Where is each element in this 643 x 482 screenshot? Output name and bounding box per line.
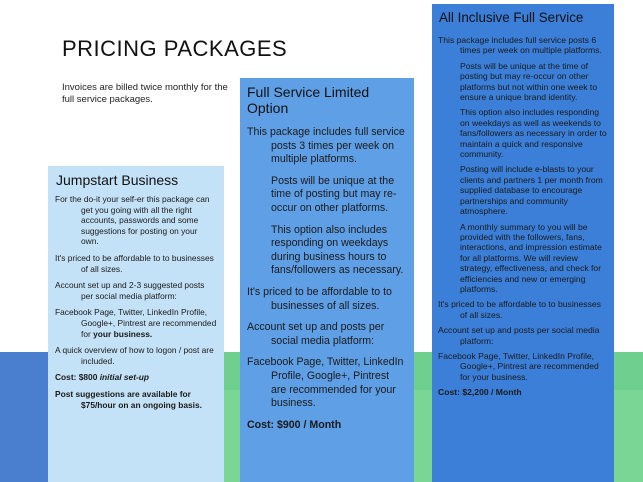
inclusive-posts-unique: Posts will be unique at the time of posting but may re-occur on other platforms but not within one week to ensure a unique brand identity. [460, 60, 598, 103]
jumpstart-card [48, 166, 224, 482]
inclusive-monthly-summary: A monthly summary to you will be provided with the followers, fans, interactions, and impression estimate for all platforms. We will review strategy, effectiveness, and check for efficiencies and new or emerging platforms. [460, 221, 602, 294]
inclusive-cost: Cost: $2,200 / Month [438, 387, 522, 398]
limited-affordability: It's priced to be affordable to to businesses of all sizes. [247, 285, 392, 312]
jumpstart-setup: Account set up and 2-3 suggested posts per social media platform: [55, 280, 205, 301]
limited-cost: Cost: $900 / Month [247, 418, 342, 431]
jumpstart-overview: A quick overview of how to logon / post are included. [55, 345, 214, 366]
inclusive-responding: This option also includes responding on weekdays as well as weekends to fans/followers as necessary in order to maintain a quick and responsive community. [460, 107, 607, 160]
all-inclusive-card [432, 4, 614, 482]
inclusive-platforms: Facebook Page, Twitter, LinkedIn Profile, Google+, Pintrest are recommended for your business. [438, 350, 599, 382]
limited-option-card [240, 78, 414, 482]
limited-description: This package includes full service posts 3 times per week on multiple platforms. [247, 126, 405, 166]
jumpstart-heading: Jumpstart Business [56, 172, 179, 188]
limited-platforms: Facebook Page, Twitter, LinkedIn Profile, Google+, Pintrest are recommended for your business. [247, 356, 404, 410]
limited-posts-unique: Posts will be unique at the time of posting but may re-occur on other platforms. [271, 174, 397, 214]
inclusive-heading: All Inclusive Full Service [439, 10, 584, 25]
billing-note: Invoices are billed twice monthly for the full service packages. [62, 82, 228, 105]
jumpstart-affordability: It's priced to be affordable to to businesses of all sizes. [55, 252, 214, 274]
inclusive-affordability: It's priced to be affordable to to businesses of all sizes. [438, 299, 601, 320]
jumpstart-platforms-bold: your business. [93, 328, 153, 339]
inclusive-description: This package includes full service posts 6 times per week on multiple platforms. [438, 35, 602, 56]
limited-setup: Account set up and posts per social media platform: [247, 321, 385, 347]
inclusive-setup: Account set up and posts per social media platform: [438, 325, 600, 346]
jumpstart-platforms [55, 307, 217, 339]
limited-responding: This option also includes responding on weekdays during business hours to fans/followers as necessary. [271, 223, 404, 277]
slide-title: PRICING PACKAGES [62, 36, 288, 61]
jumpstart-platforms-text: Facebook Page, Twitter, LinkedIn Profile, Google+, Pintrest are recommended for [55, 307, 217, 339]
jumpstart-post-suggestions: Post suggestions are available for $75/hour on an ongoing basis. [55, 388, 202, 410]
jumpstart-cost-note: initial set-up [99, 372, 150, 383]
limited-heading: Full Service Limited Option [247, 84, 370, 116]
inclusive-eblasts: Posting will include e-blasts to your clients and partners 1 per month from supplied database to encourage partnerships and community atmosphere. [460, 164, 603, 217]
jumpstart-cost-label: Cost: $800 [55, 372, 100, 383]
jumpstart-cost [55, 372, 217, 383]
jumpstart-description: For the do-it your self-er this package can get you going with all the right accounts, passwords and some suggestions for posting on your own. [55, 194, 210, 247]
